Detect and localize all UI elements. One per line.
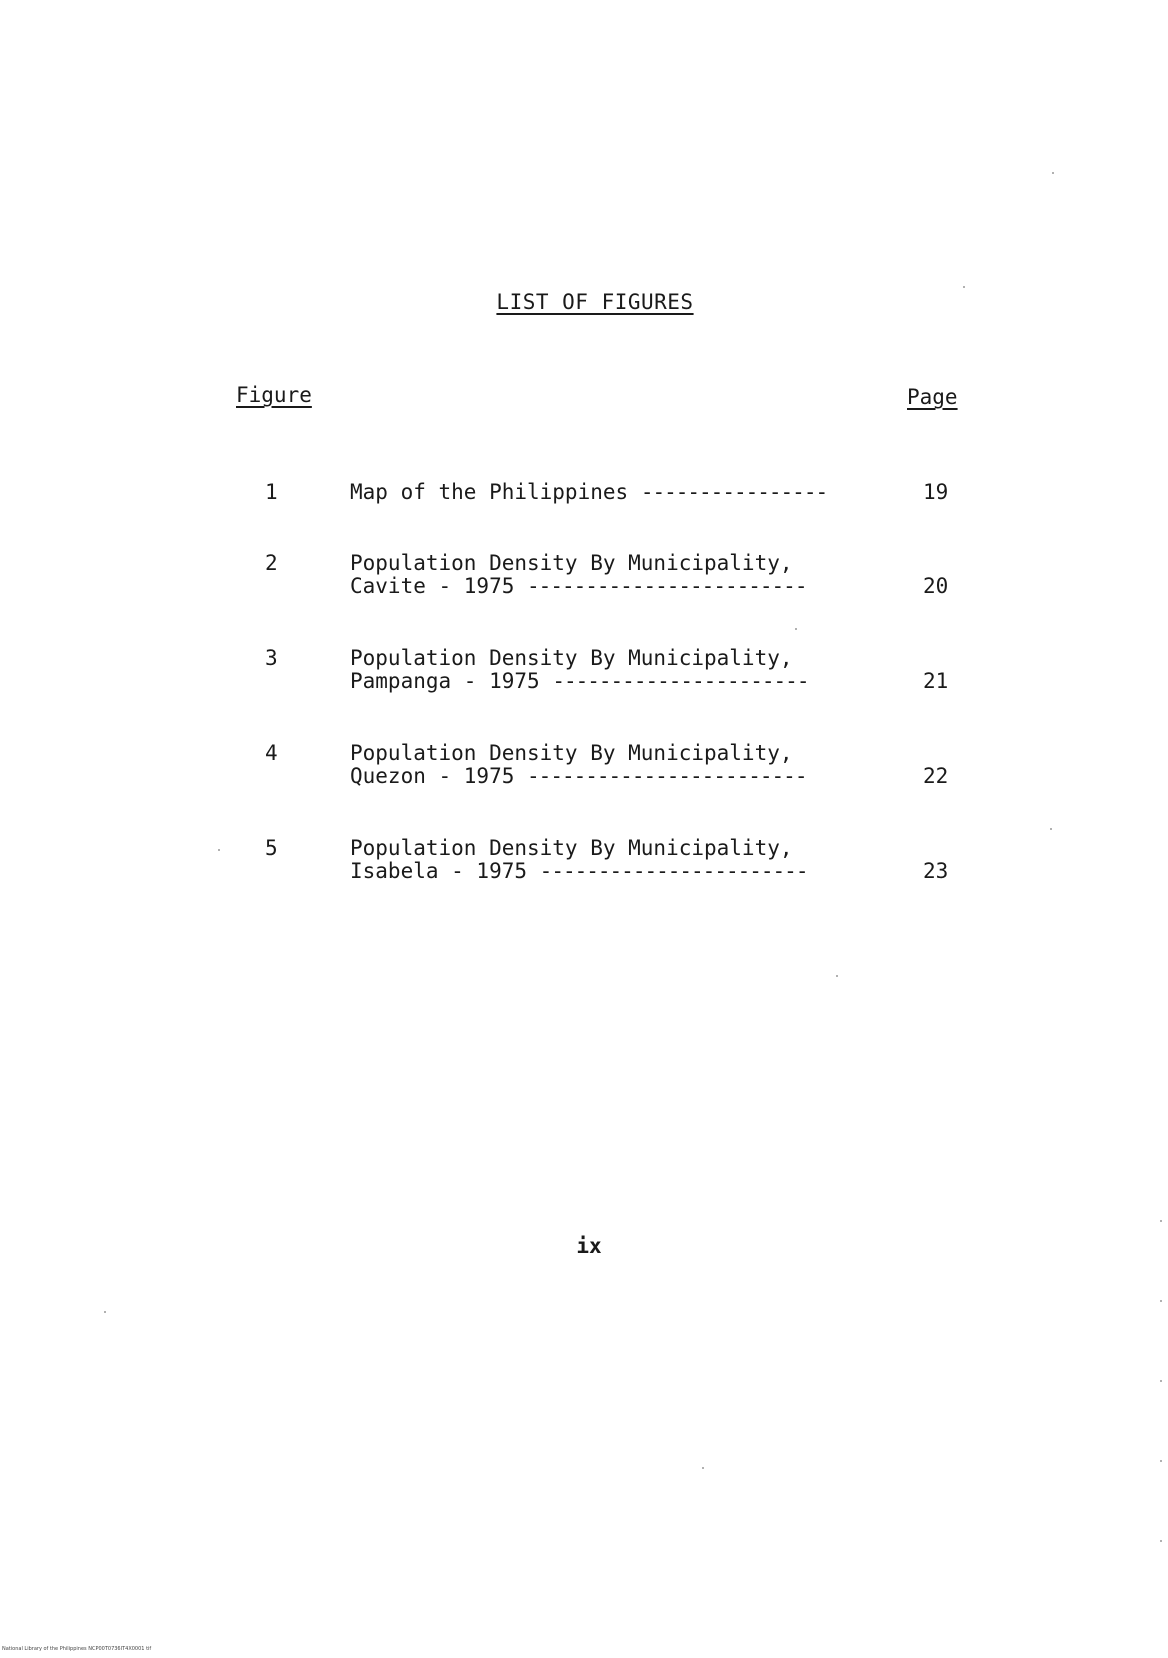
figure-caption-line: Population Density By Municipality, [350, 836, 793, 860]
dot-leader: ---------------------- [552, 670, 809, 693]
roman-page-number: ix [576, 1234, 602, 1258]
figure-caption [350, 837, 895, 883]
figure-caption-line: Map of the Philippines [350, 480, 629, 504]
figure-number: 3 [265, 646, 278, 670]
scan-speck [702, 1467, 704, 1469]
figure-column-header: Figure [236, 383, 312, 407]
scan-speck [1160, 1540, 1162, 1542]
figure-page-number: 23 [923, 859, 949, 883]
dot-leader: ------------------------ [527, 575, 807, 598]
figure-caption [350, 481, 895, 504]
figure-caption-line: Population Density By Municipality, [350, 646, 793, 670]
scan-speck [1160, 1300, 1162, 1302]
figure-caption [350, 742, 895, 788]
figure-number: 5 [265, 836, 278, 860]
figure-number: 2 [265, 551, 278, 575]
figure-number: 1 [265, 480, 278, 504]
figure-caption-line: Quezon - 1975 [350, 764, 515, 788]
figure-page-number: 22 [923, 764, 949, 788]
scan-speck [104, 1311, 106, 1313]
scan-speck [1160, 1460, 1162, 1462]
figure-caption-line: Pampanga - 1975 [350, 669, 540, 693]
figure-page-number: 20 [923, 574, 949, 598]
dot-leader: ---------------- [640, 481, 828, 504]
scan-speck [795, 628, 797, 630]
scan-speck [963, 286, 965, 288]
figure-page-number: 21 [923, 669, 949, 693]
page-title: LIST OF FIGURES [496, 290, 694, 314]
figure-caption [350, 647, 895, 693]
figure-caption-line: Isabela - 1975 [350, 859, 528, 883]
scan-caption: National Library of the Philippines NCP00T0736IT4X0001 tif [2, 1646, 152, 1652]
scan-speck [1052, 172, 1054, 174]
scan-speck [836, 975, 838, 977]
scan-speck [1160, 1220, 1162, 1222]
scan-speck [218, 849, 220, 851]
figure-number: 4 [265, 741, 278, 765]
page-column-header: Page [907, 385, 958, 409]
figure-caption [350, 552, 895, 598]
scan-speck [1160, 1380, 1162, 1382]
dot-leader: ----------------------- [539, 860, 808, 883]
figure-caption-line: Population Density By Municipality, [350, 551, 793, 575]
scan-speck [1050, 828, 1052, 830]
figure-page-number: 19 [923, 480, 949, 504]
figure-caption-line: Population Density By Municipality, [350, 741, 793, 765]
figure-caption-line: Cavite - 1975 [350, 574, 515, 598]
dot-leader: ------------------------ [527, 765, 807, 788]
